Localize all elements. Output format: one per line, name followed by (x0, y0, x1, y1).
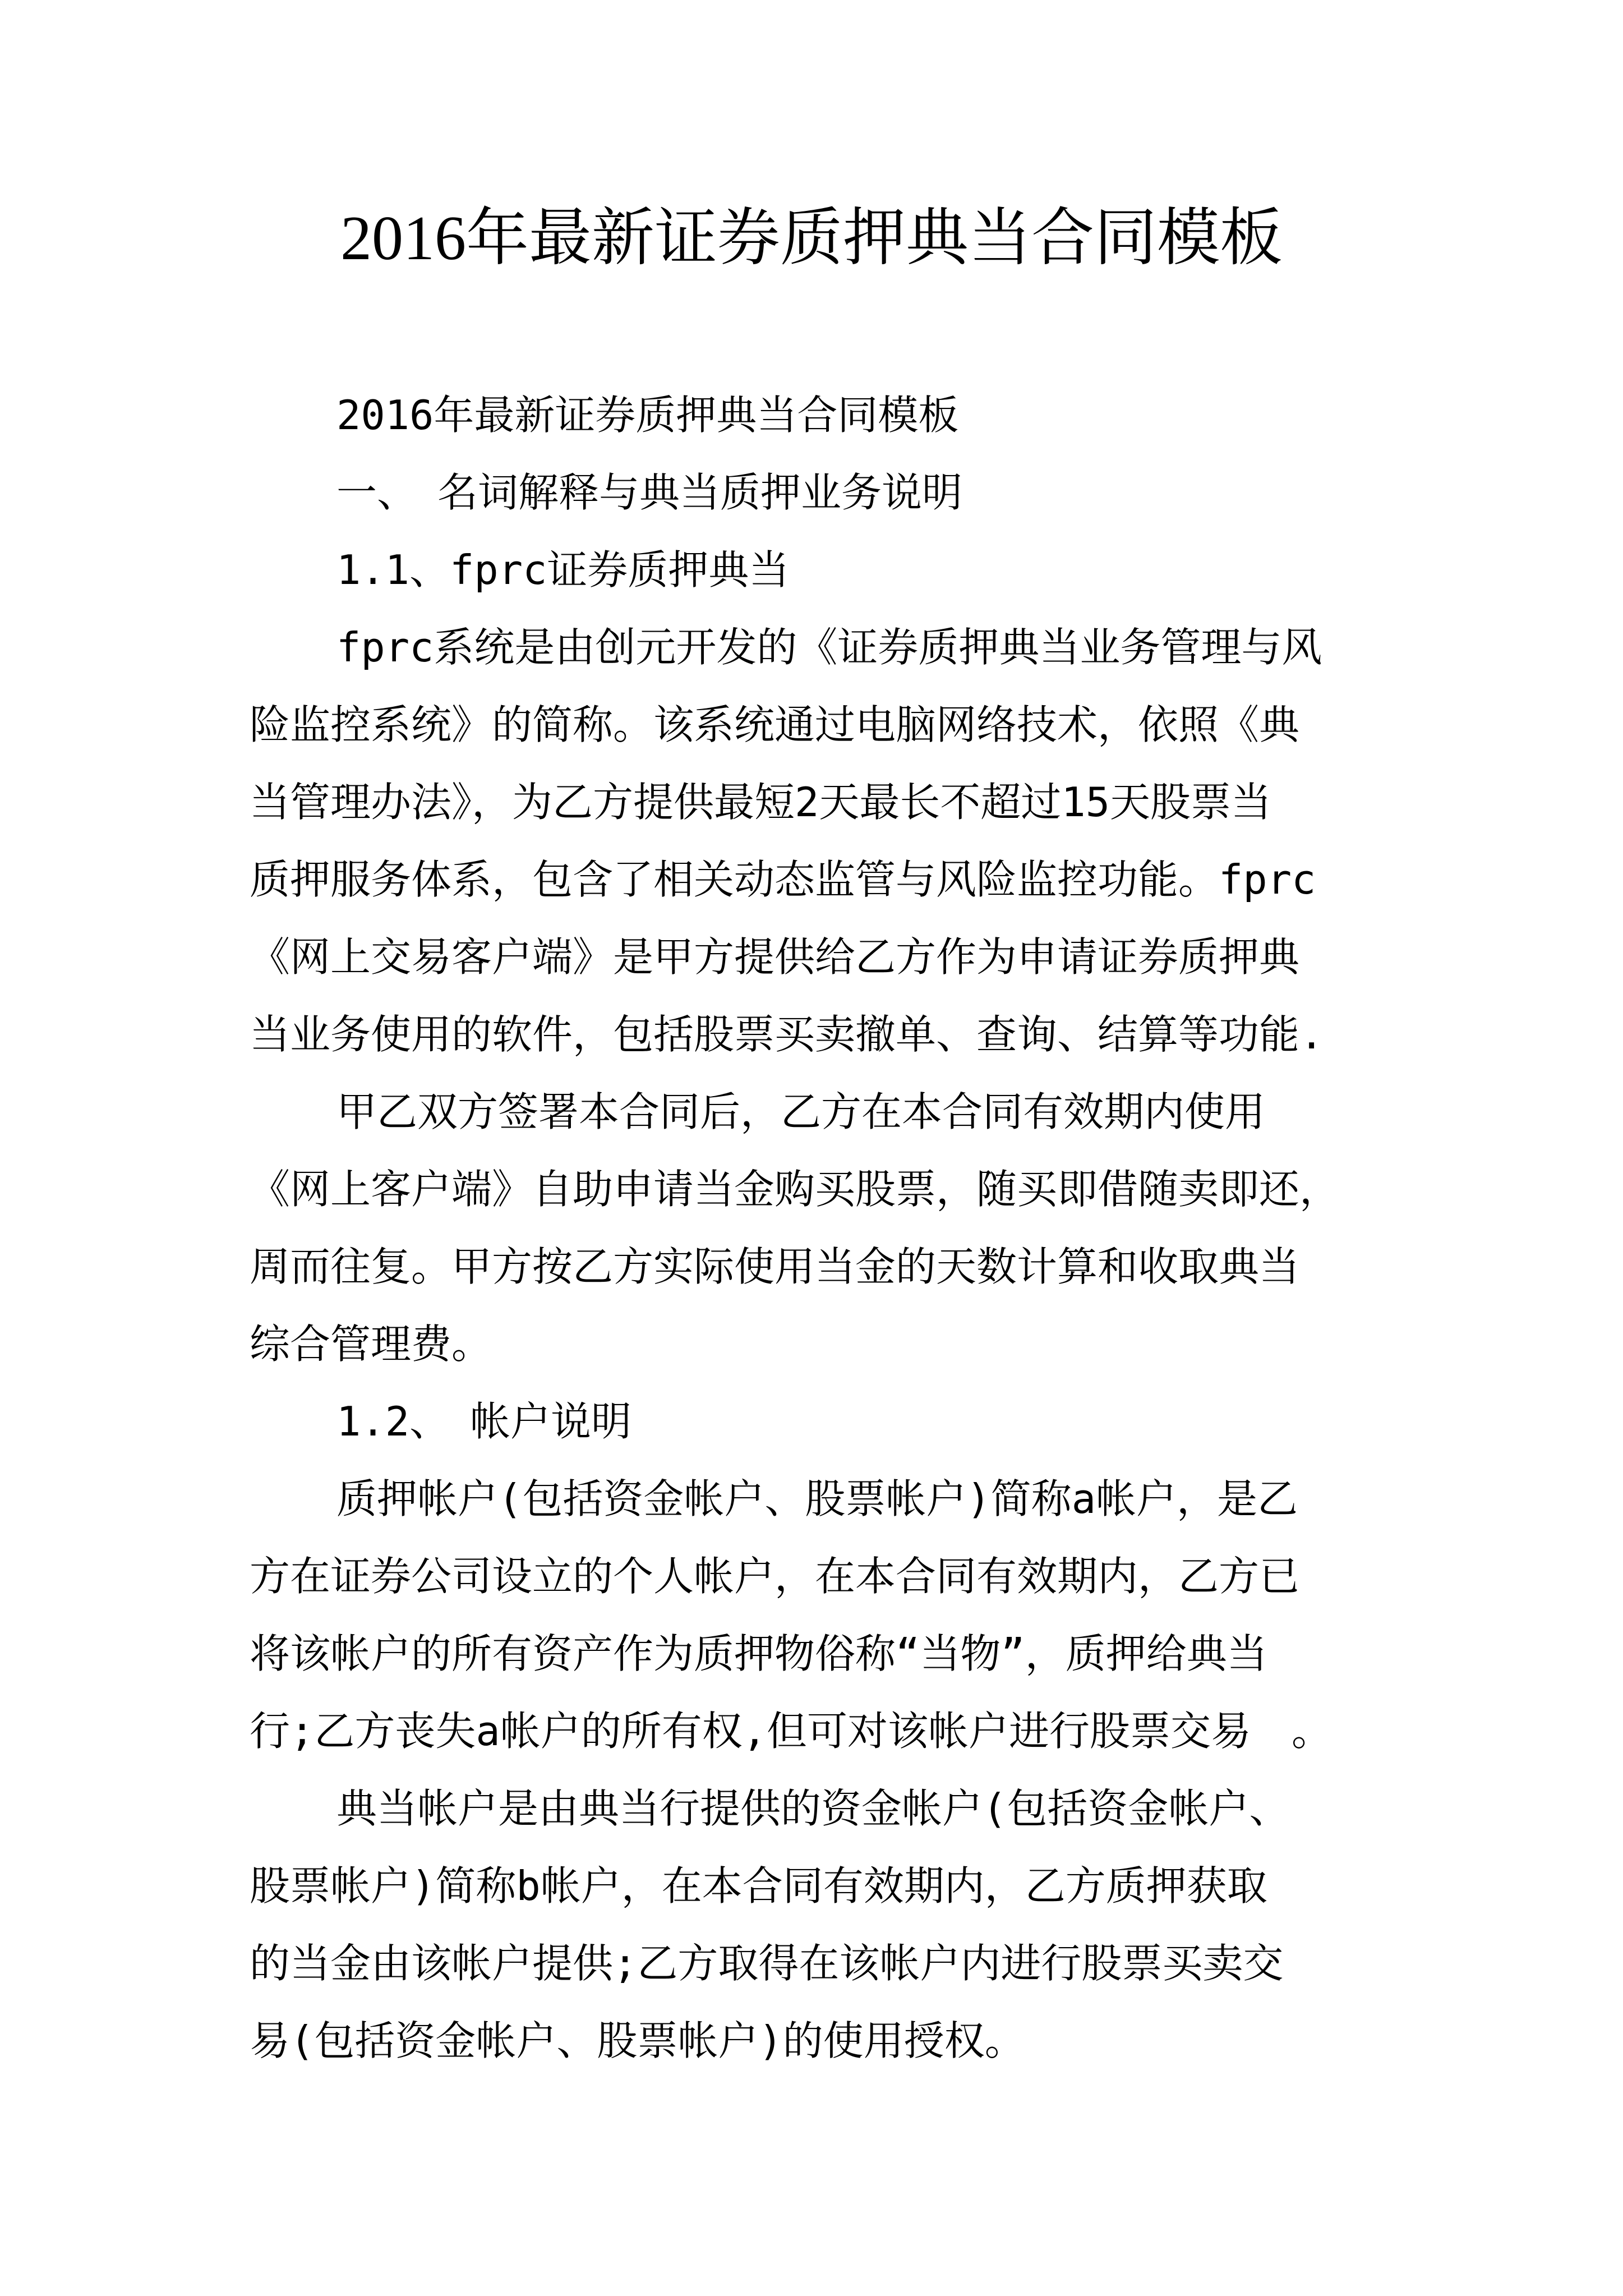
paragraph-line: fprc系统是由创元开发的《证券质押典当业务管理与风 (336, 624, 1322, 671)
document-title: 2016年最新证券质押典当合同模板 (340, 204, 1283, 273)
paragraph-line: 当管理办法》，为乙方提供最短2天最长不超过15天股票当 (250, 779, 1272, 826)
paragraph-line: 周而往复。甲方按乙方实际使用当金的天数计算和收取典当 (250, 1243, 1300, 1290)
paragraph-line: 综合管理费。 (250, 1320, 492, 1368)
paragraph-line: 的当金由该帐户提供;乙方取得在该帐户内进行股票买卖交 (250, 1940, 1284, 1987)
paragraph-line: 《网上交易客户端》是甲方提供给乙方作为申请证券质押典 (250, 933, 1300, 981)
paragraph-line: 质押帐户(包括资金帐户、股票帐户)简称a帐户，是乙 (336, 1475, 1298, 1522)
paragraph-line: 当业务使用的软件，包括股票买卖撤单、查询、结算等功能. (250, 1011, 1324, 1058)
subsection-heading-1-1: 1.1、fprc证券质押典当 (336, 546, 790, 593)
paragraph-line: 甲乙双方签署本合同后，乙方在本合同有效期内使用 (336, 1088, 1266, 1135)
paragraph-line: 质押服务体系，包含了相关动态监管与风险监控功能。fprc (250, 856, 1316, 903)
subtitle-line: 2016年最新证券质押典当合同模板 (336, 392, 959, 439)
paragraph-line: 险监控系统》的简称。该系统通过电脑网络技术，依照《典 (250, 701, 1300, 748)
paragraph-line: 《网上客户端》自助申请当金购买股票，随买即借随卖即还， (250, 1166, 1340, 1213)
paragraph-line: 易(包括资金帐户、股票帐户)的使用授权。 (250, 2017, 1025, 2064)
paragraph-line: 方在证券公司设立的个人帐户，在本合同有效期内，乙方已 (250, 1553, 1300, 1600)
paragraph-line: 将该帐户的所有资产作为质押物俗称“当物”，质押给典当 (250, 1630, 1267, 1677)
section-heading-1: 一、 名词解释与典当质押业务说明 (336, 469, 963, 516)
paragraph-line: 典当帐户是由典当行提供的资金帐户(包括资金帐户、 (336, 1785, 1290, 1832)
subsection-heading-1-2: 1.2、 帐户说明 (336, 1398, 632, 1445)
paragraph-line: 股票帐户)简称b帐户，在本合同有效期内，乙方质押获取 (250, 1862, 1267, 1910)
paragraph-line: 行;乙方丧失a帐户的所有权,但可对该帐户进行股票交易 。 (250, 1708, 1332, 1755)
